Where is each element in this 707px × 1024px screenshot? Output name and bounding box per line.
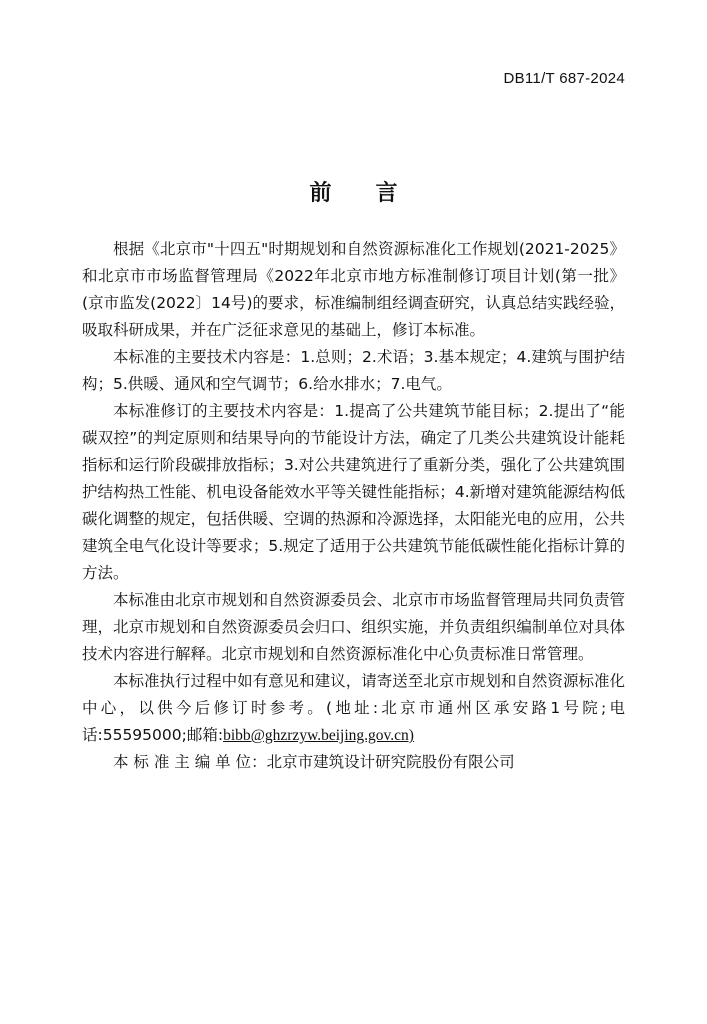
preface-body — [82, 236, 625, 776]
paragraph-feedback — [82, 668, 625, 749]
paragraph-revision-content: 本标准修订的主要技术内容是：1.提高了公共建筑节能目标；2.提出了“能碳双控”的判定原则和结果导向的节能设计方法，确定了几类公共建筑设计能耗指标和运行阶段碳排放指标；3.对公共建筑进行了重新分类，强化了公共建筑围护结构热工性能、机电设备能效水平等关键性能指标；4.新增对建筑能源结构低碳化调整的规定，包括供暖、空调的热源和冷源选择，太阳能光电的应用，公共建筑全电气化设计等要求；5.规定了适用于公共建筑节能低碳性能化指标计算的方法。 — [82, 402, 625, 582]
paragraph-main-content: 本标准的主要技术内容是：1.总则；2.术语；3.基本规定；4.建筑与围护结构；5.供暖、通风和空气调节；6.给水排水；7.电气。 — [82, 348, 625, 393]
paragraph-chief-editor: 本 标 准 主 编 单 位：北京市建筑设计研究院股份有限公司 — [113, 753, 515, 771]
paragraph-management: 本标准由北京市规划和自然资源委员会、北京市市场监督管理局共同负责管理，北京市规划和自然资源委员会归口、组织实施，并负责组织编制单位对具体技术内容进行解释。北京市规划和自然资源标准化中心负责标准日常管理。 — [82, 591, 625, 663]
title-char-1: 前 — [309, 181, 332, 206]
feedback-text: 本标准执行过程中如有意见和建议，请寄送至北京市规划和自然资源标准化中心，以供今后修订时参考。(地址:北京市通州区承安路1号院;电话:55595000;邮箱: — [82, 672, 625, 744]
title-char-2: 言 — [375, 181, 398, 206]
page-title — [0, 176, 707, 207]
paragraph-basis: 根据《北京市"十四五"时期规划和自然资源标准化工作规划(2021-2025》和北京市市场监督管理局《2022年北京市地方标准制修订项目计划(第一批》(京市监发(2022〕14号)的要求，标准编制组经调查研究，认真总结实践经验，吸取科研成果，并在广泛征求意见的基础上，修订本标准。 — [82, 240, 625, 339]
email-link[interactable]: bibb@ghzrzyw.beijing.gov.cn) — [223, 727, 414, 744]
standard-code: DB11/T 687-2024 — [503, 70, 625, 87]
